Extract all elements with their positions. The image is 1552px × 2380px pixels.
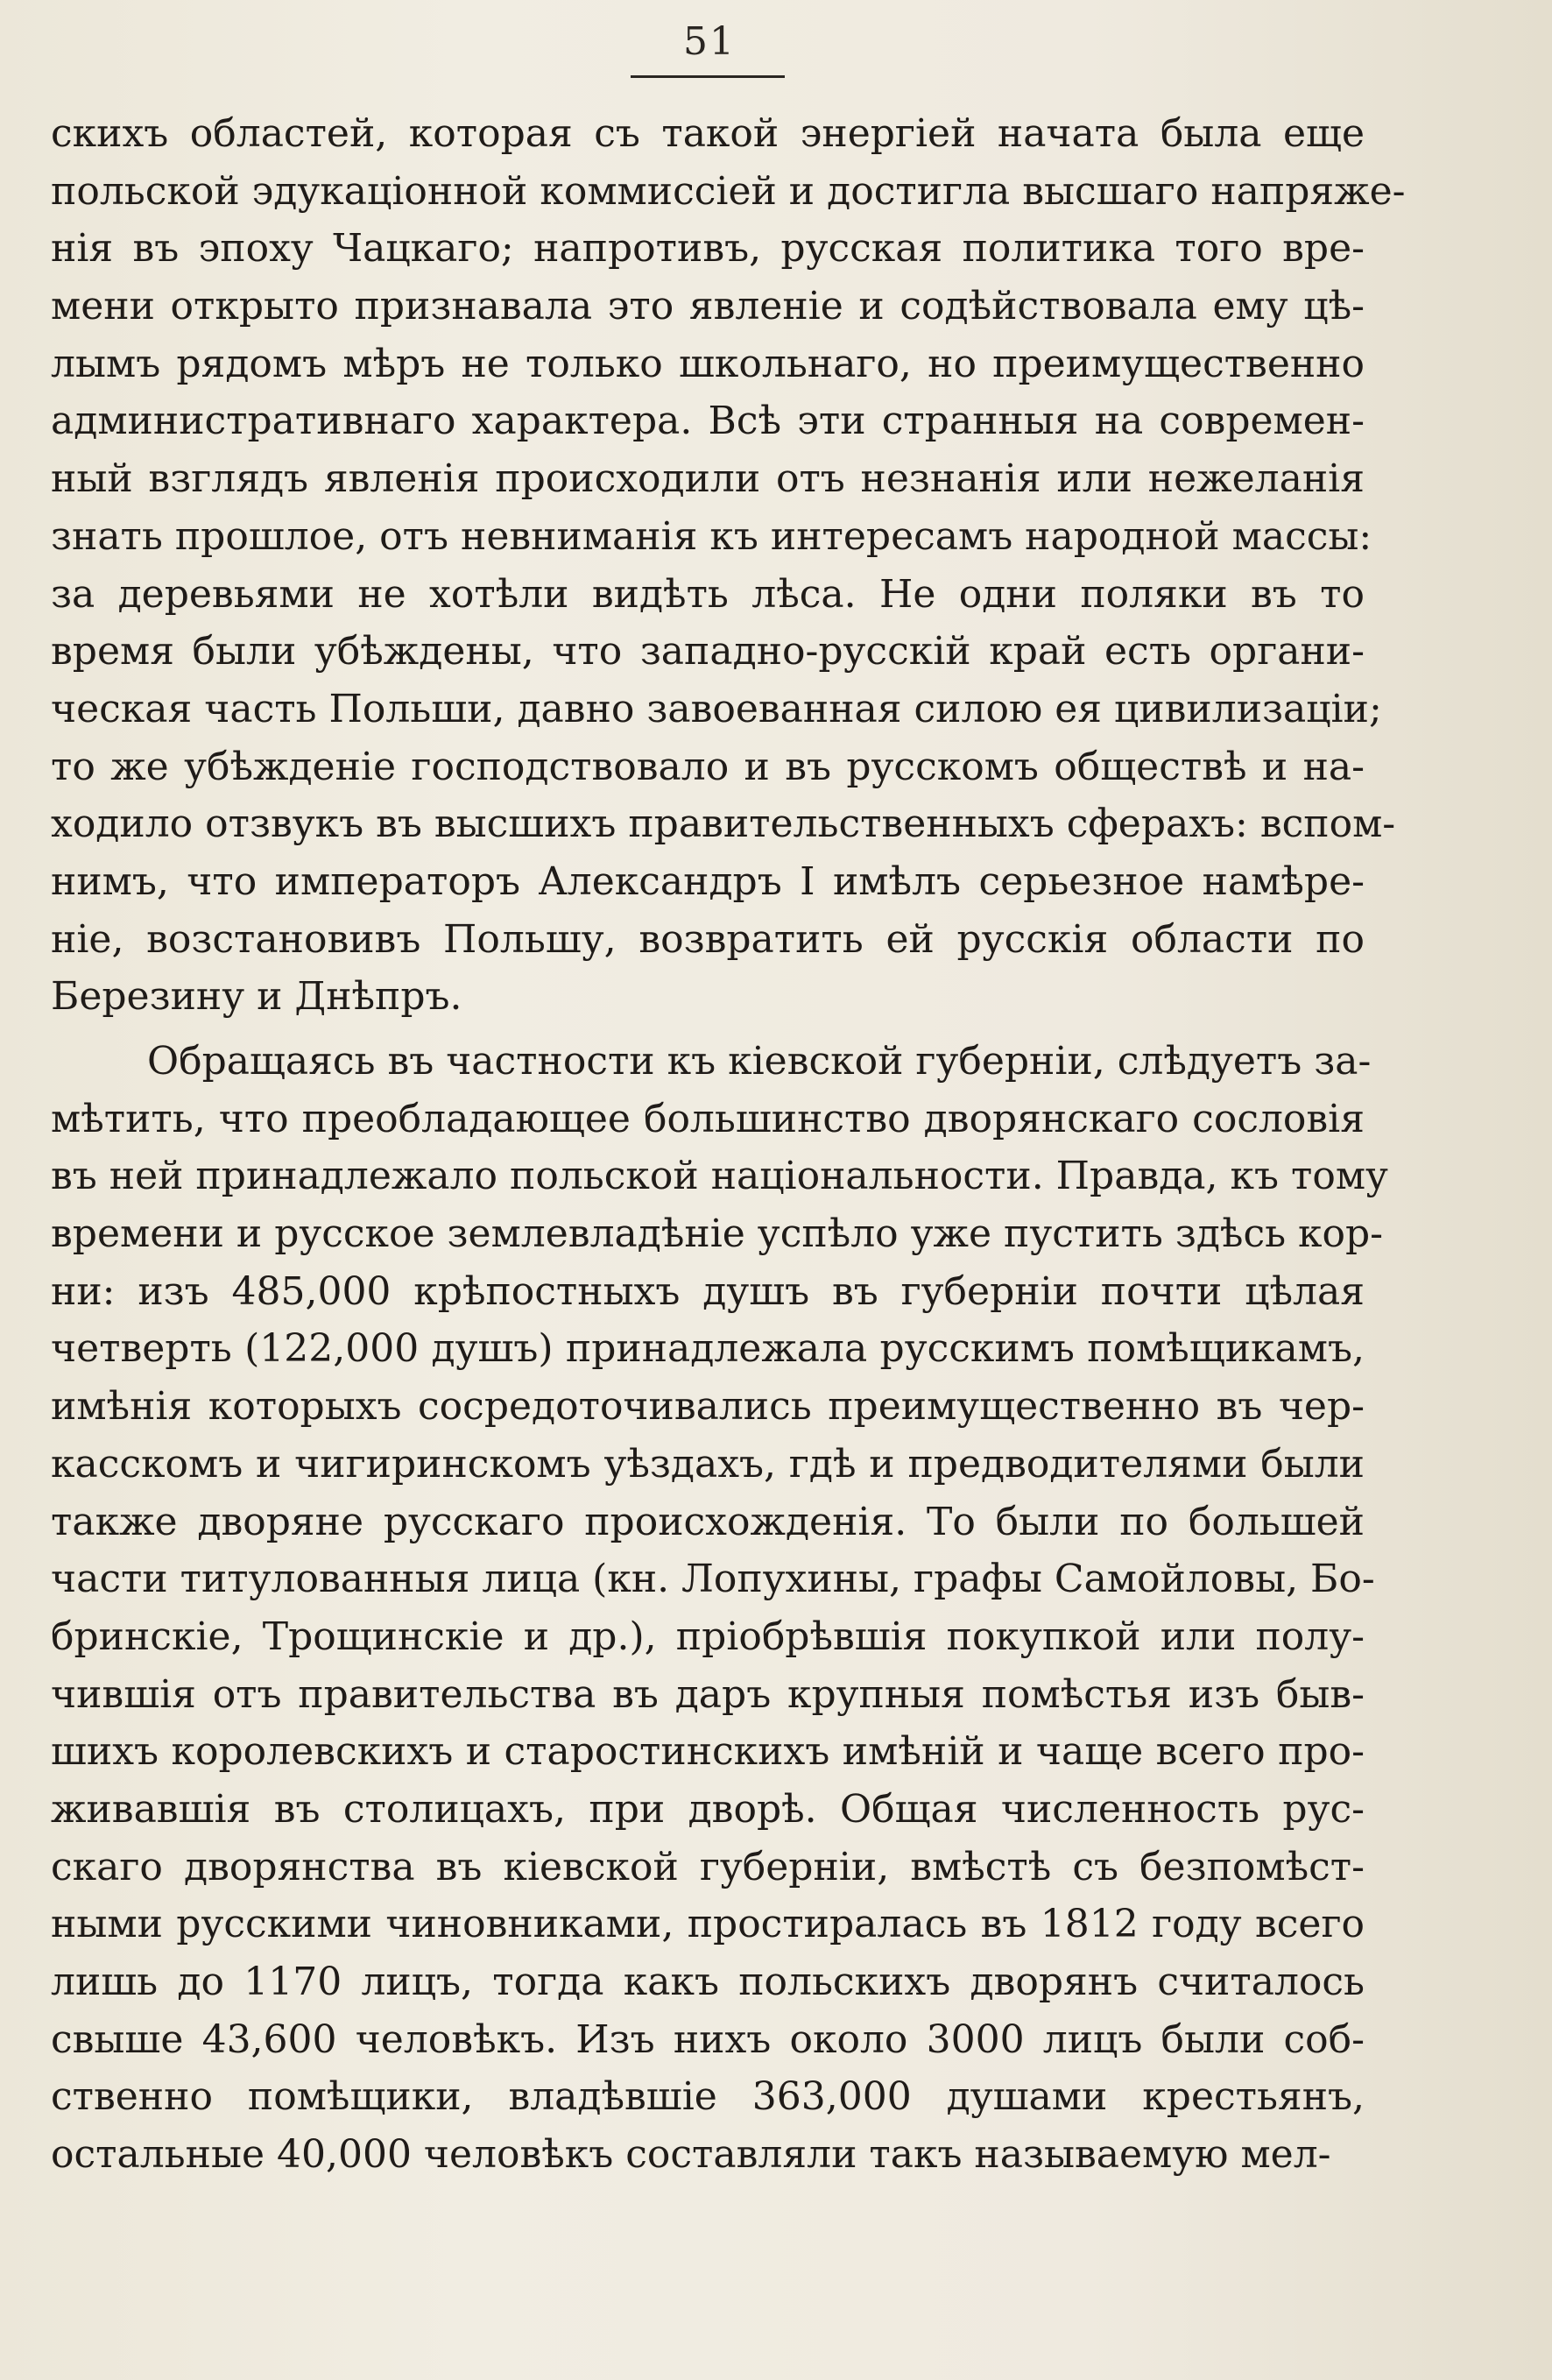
text-line: Обращаясь въ частности къ кіевской губерніи, слѣдуетъ за-	[147, 1039, 1372, 1084]
text-line: ственно помѣщики, владѣвшіе 363,000 душами крестьянъ,	[51, 2074, 1365, 2120]
text-line: чившія отъ правительства въ даръ крупныя помѣстья изъ быв-	[51, 1671, 1365, 1717]
text-line: времени и русское землевладѣніе успѣло уже пустить здѣсь кор-	[51, 1211, 1384, 1257]
text-line: въ ней принадлежало польской національности. Правда, къ тому	[51, 1154, 1388, 1199]
text-line: польской эдукаціонной коммиссіей и достигла высшаго напряже-	[51, 168, 1406, 214]
text-line: лишь до 1170 лицъ, тогда какъ польскихъ дворянъ считалось	[51, 1960, 1365, 2004]
text-line: за деревьями не хотѣли видѣть лѣса. Не одни поляки въ то	[51, 571, 1365, 617]
text-line: также дворяне русскаго происхожденія. То были по большей	[51, 1499, 1365, 1544]
text-line: части титулованныя лица (кн. Лопухины, графы Самойловы, Бо-	[51, 1557, 1375, 1602]
text-line: касскомъ и чигиринскомъ уѣздахъ, гдѣ и предводителями были	[51, 1441, 1365, 1487]
text-line: четверть (122,000 душъ) принадлежала русскимъ помѣщикамъ,	[51, 1326, 1365, 1372]
text-line: ни: изъ 485,000 крѣпостныхъ душъ въ губерніи почти цѣлая	[51, 1268, 1365, 1314]
text-line: скаго дворянства въ кіевской губерніи, вмѣстѣ съ безпомѣст-	[51, 1844, 1365, 1889]
text-line: скихъ областей, которая съ такой энергіей начата была еще	[51, 111, 1365, 156]
text-line: ходило отзвукъ въ высшихъ правительственныхъ сферахъ: вспом-	[51, 802, 1396, 847]
text-line: нія въ эпоху Чацкаго; напротивъ, русская политика того вре-	[51, 226, 1365, 272]
text-line: свыше 43,600 человѣкъ. Изъ нихъ около 3000 лицъ были соб-	[51, 2016, 1365, 2062]
text-line: лымъ рядомъ мѣръ не только школьнаго, но преимущественно	[51, 341, 1365, 386]
text-line: остальные 40,000 человѣкъ составляли такъ называемую мел-	[51, 2132, 1331, 2178]
paragraph	[51, 1033, 1388, 2184]
paragraph-gap	[51, 1026, 1365, 1033]
text-line: административнаго характера. Всѣ эти странныя на современ-	[51, 399, 1365, 444]
text-line: Березину и Днѣпръ.	[51, 974, 462, 1020]
paragraph	[51, 105, 1406, 1026]
text-line: ными русскими чиновниками, простиралась въ 1812 году всего	[51, 1902, 1365, 1947]
text-line: нимъ, что императоръ Александръ I имѣлъ серьезное намѣре-	[51, 858, 1365, 904]
text-line: ческая часть Польши, давно завоеванная силою ея цивилизаціи;	[51, 686, 1382, 731]
text-line: ніе, возстановивъ Польшу, возвратить ей русскія области по	[51, 916, 1365, 962]
text-line: мени открыто признавала это явленіе и содѣйствовала ему цѣ-	[51, 284, 1365, 329]
paragraph-container	[51, 105, 1406, 2184]
body-text	[51, 105, 1406, 2184]
text-line: имѣнія которыхъ сосредоточивались преимущественно въ чер-	[51, 1384, 1365, 1430]
text-line: ный взглядъ явленія происходили отъ незнанія или нежеланія	[51, 456, 1365, 502]
text-line: шихъ королевскихъ и старостинскихъ имѣній и чаще всего про-	[51, 1729, 1365, 1775]
text-line: то же убѣжденіе господствовало и въ русскомъ обществѣ и на-	[51, 744, 1365, 789]
text-line: бринскіе, Трощинскіе и др.), пріобрѣвшія покупкой или полу-	[51, 1614, 1365, 1659]
page-number: 51	[683, 19, 736, 64]
text-line: живавшія въ столицахъ, при дворѣ. Общая численность рус-	[51, 1786, 1365, 1832]
text-line: знать прошлое, отъ невниманія къ интересамъ народной массы:	[51, 513, 1372, 559]
header-rule	[631, 75, 785, 78]
text-line: мѣтить, что преобладающее большинство дворянскаго сословія	[51, 1096, 1365, 1141]
text-line: время были убѣждены, что западно-русскій край есть органи-	[51, 629, 1365, 674]
